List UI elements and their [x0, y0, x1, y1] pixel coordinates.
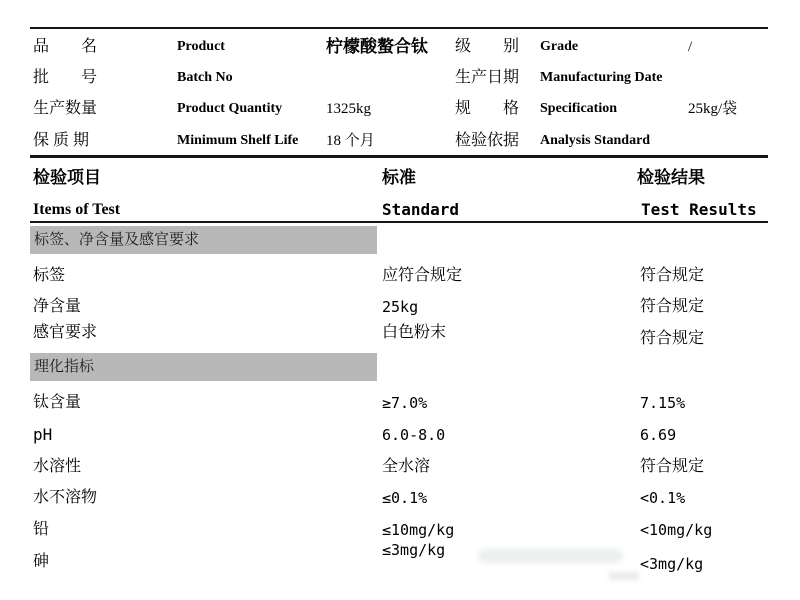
test-row [0, 322, 800, 347]
field-label-en: Product Quantity [177, 101, 283, 116]
col-header-items-en: Items of Test [33, 201, 121, 218]
section-title: 标签、净含量及感官要求 [34, 232, 200, 248]
field-label-cn: 生产数量 [33, 100, 98, 117]
item-label: 净含量 [33, 298, 82, 315]
field-label-cn: 规 格 [455, 100, 520, 117]
item-label: 标签 [33, 267, 66, 284]
standard-value: 应符合规定 [382, 267, 463, 284]
field-label-en: Product [177, 39, 225, 54]
standard-value: 全水溶 [382, 458, 431, 475]
top-rule [30, 27, 768, 29]
result-value: <10mg/kg [640, 521, 713, 539]
field-label-en: Grade [540, 39, 579, 54]
test-row [0, 424, 800, 446]
watermark-smudge [608, 572, 640, 580]
test-row [0, 296, 800, 318]
header-divider-rule [30, 155, 768, 158]
col-header-standard-en: Standard [382, 200, 460, 219]
standard-value: 25kg [382, 298, 419, 316]
field-label-cn: 级 别 [455, 38, 520, 55]
item-label: 砷 [33, 553, 50, 570]
quantity-value: 1325kg [326, 101, 371, 117]
test-row [0, 392, 800, 414]
result-value: <0.1% [640, 489, 686, 507]
field-label-cn: 品 名 [33, 38, 98, 55]
specification-value: 25kg/袋 [688, 101, 738, 117]
column-header-rule [30, 221, 768, 223]
test-row [0, 541, 800, 573]
product-name-value: 柠檬酸螯合钛 [326, 37, 428, 57]
col-header-results-cn: 检验结果 [637, 168, 705, 188]
item-label: 感官要求 [33, 324, 98, 341]
field-label-cn: 保 质 期 [33, 132, 90, 149]
field-label-en: Analysis Standard [540, 133, 651, 148]
result-value: <3mg/kg [640, 555, 704, 573]
column-headers-en [0, 199, 800, 221]
column-headers-cn [0, 167, 800, 189]
field-label-cn: 生产日期 [455, 69, 520, 86]
standard-value: 白色粉末 [382, 324, 447, 341]
item-label: 钛含量 [33, 394, 82, 411]
standard-value: ≤3mg/kg [382, 541, 446, 559]
section-band-label-net-sensory [30, 226, 377, 254]
result-value: 6.69 [640, 426, 677, 444]
shelf-life-value: 18 个月 [326, 133, 375, 149]
col-header-standard-cn: 标准 [382, 168, 416, 188]
col-header-items-cn: 检验项目 [33, 168, 101, 188]
standard-value: ≥7.0% [382, 394, 428, 412]
field-label-en: Batch No [177, 70, 233, 85]
field-label-cn: 批 号 [33, 69, 98, 86]
standard-value: 6.0-8.0 [382, 426, 446, 444]
field-label-en: Manufacturing Date [540, 70, 663, 85]
item-label: 水溶性 [33, 458, 82, 475]
item-label: 铅 [33, 521, 50, 538]
item-label: 水不溶物 [33, 489, 98, 506]
info-row-quantity [0, 98, 800, 120]
field-label-cn: 检验依据 [455, 132, 520, 149]
result-value: 符合规定 [640, 298, 705, 315]
test-row [0, 456, 800, 478]
result-value: 符合规定 [640, 267, 705, 284]
standard-value: ≤0.1% [382, 489, 428, 507]
test-row [0, 265, 800, 287]
field-label-en: Minimum Shelf Life [177, 133, 299, 148]
section-band-physicochemical [30, 353, 377, 381]
info-row-batch [0, 67, 800, 89]
grade-value: / [688, 39, 693, 55]
test-row [0, 519, 800, 541]
field-label-en: Specification [540, 101, 617, 116]
result-value: 7.15% [640, 394, 686, 412]
standard-value: ≤10mg/kg [382, 521, 455, 539]
col-header-results-en: Test Results [641, 200, 757, 219]
result-value: 符合规定 [640, 458, 705, 475]
section-title: 理化指标 [34, 359, 95, 375]
item-label: pH [33, 425, 53, 444]
info-row-shelf-life [0, 130, 800, 152]
result-value: 符合规定 [640, 330, 705, 347]
test-row [0, 487, 800, 509]
info-row-product [0, 36, 800, 58]
watermark-smudge [478, 549, 623, 563]
